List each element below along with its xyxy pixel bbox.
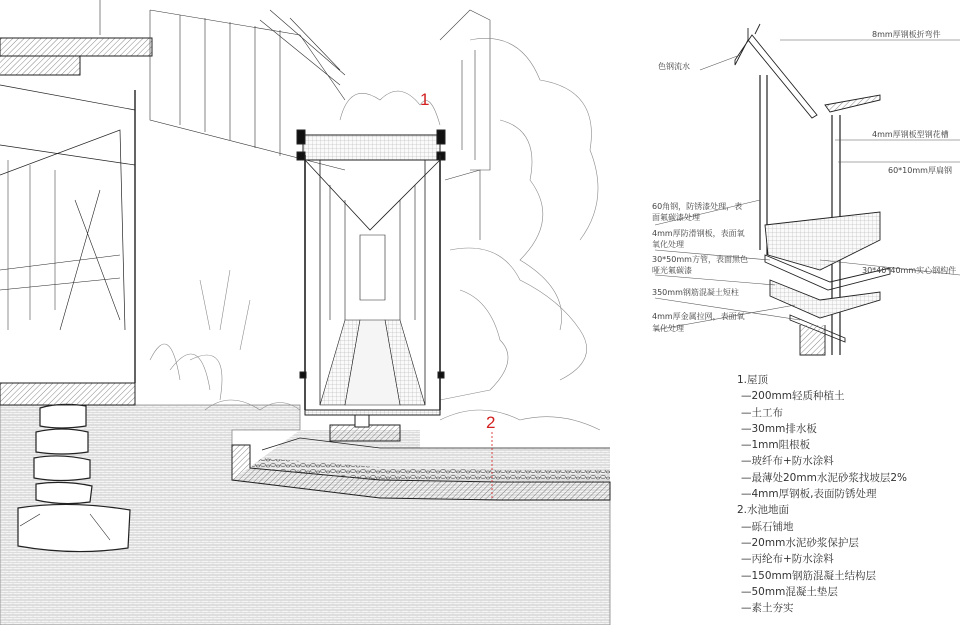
building-right xyxy=(440,10,490,240)
building-left xyxy=(0,38,152,405)
notes-item: —丙纶布+防水涂料 xyxy=(741,553,834,566)
label-mesh-1: 4mm厚金属拉网，表面氧 xyxy=(652,312,745,321)
label-solid-steel: 30*40*40mm实心钢构件 xyxy=(862,266,957,275)
notes-item: —50mm混凝土垫层 xyxy=(741,585,838,598)
label-gutter: 色钢流水 xyxy=(658,62,690,71)
marker-2: 2 xyxy=(486,413,496,432)
construction-notes xyxy=(737,372,952,616)
notes-item: —150mm钢筋混凝土结构层 xyxy=(741,569,876,582)
notes-item: —玻纤布+防水涂料 xyxy=(741,455,834,468)
notes-item: —土工布 xyxy=(741,406,783,419)
label-plate-8mm: 8mm厚钢板折弯件 xyxy=(872,30,941,39)
label-angle-2: 面氟碳漆处理 xyxy=(652,213,700,222)
notes-item: —200mm轻质种植土 xyxy=(741,390,845,403)
notes-item: —1mm阻根板 xyxy=(741,439,811,452)
notes-heading: 2.水池地面 xyxy=(737,504,790,517)
detail-drawing xyxy=(735,24,890,355)
label-tube-1: 30*50mm方管，表面黑色 xyxy=(652,255,748,264)
notes-item: —4mm厚钢板,表面防锈处理 xyxy=(741,488,877,501)
notes-item: —素土夯实 xyxy=(741,602,794,615)
notes-item: —30mm排水板 xyxy=(741,422,817,435)
marker-1: 1 xyxy=(420,90,430,109)
notes-heading: 1.屋顶 xyxy=(737,374,769,386)
bridge-frame xyxy=(297,130,445,415)
notes-item: —20mm水泥砂浆保护层 xyxy=(741,536,859,549)
label-mesh-2: 氧化处理 xyxy=(652,324,684,333)
label-column: 350mm钢筋混凝土短柱 xyxy=(652,288,739,297)
label-tube-2: 哑光氟碳漆 xyxy=(652,266,692,275)
leader-lines xyxy=(655,40,960,330)
label-checker-2: 氧化处理 xyxy=(652,240,684,249)
label-plate-4mm: 4mm厚钢板型钢花槽 xyxy=(872,130,949,139)
label-angle-1: 60角钢，防锈漆处理，表 xyxy=(652,202,743,211)
label-flat-steel: 60*10mm厚扁钢 xyxy=(888,166,952,175)
label-checker-1: 4mm厚防滑钢板，表面氧 xyxy=(652,229,745,238)
notes-item: —砾石铺地 xyxy=(741,520,794,533)
notes-item: —最薄处20mm水泥砂浆找坡层2% xyxy=(741,471,907,484)
